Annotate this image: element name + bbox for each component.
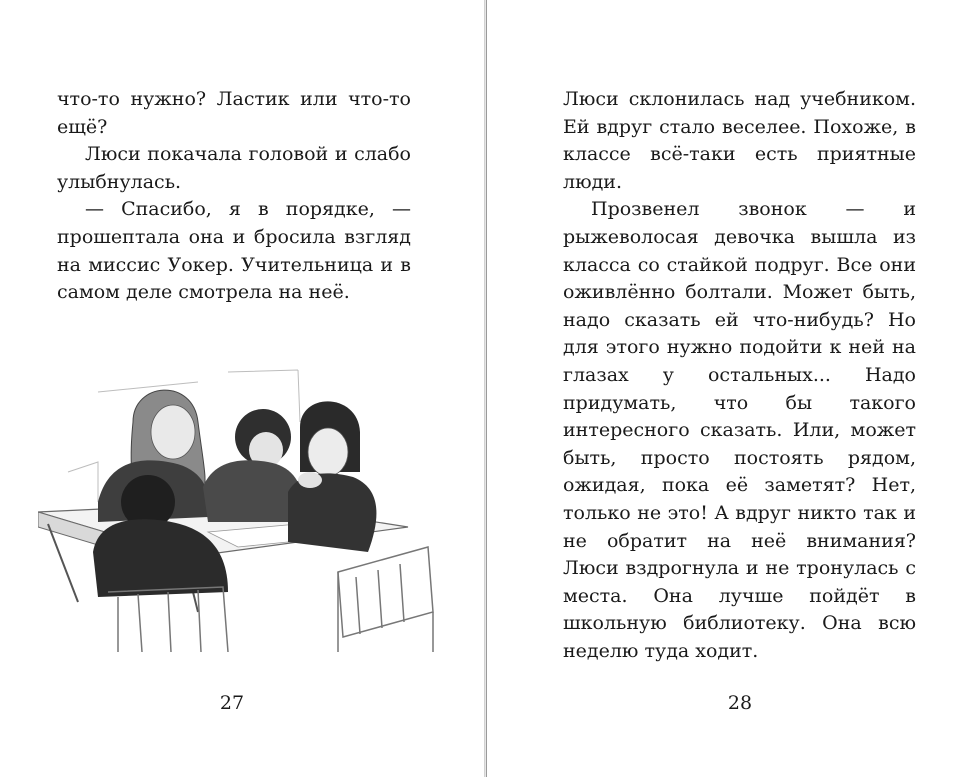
right-page-text — [563, 86, 916, 665]
page-number: 27 — [219, 692, 245, 714]
paragraph: что-то нужно? Ластик или что-то ещё? — [57, 88, 411, 138]
right-page — [486, 0, 969, 777]
paragraph: Люси покачала головой и слабо улыбнулась. — [57, 143, 411, 193]
paragraph: Люси склонилась над учебником. Ей вдруг стало веселее. Похоже, в классе всё-таки есть приятные люди. — [563, 88, 916, 193]
paragraph: Прозвенел звонок — и рыжеволосая девочка вышла из класса со стайкой подруг. Все они оживлённо болтали. Может быть, надо сказать ей что-нибудь? Но для этого нужно подойти к ней на глазах у остальных... Надо придумать, что бы такого интересного сказать. Или, может быть, просто постоять рядом, ожидая, пока её заметят? Нет, только не это! А вдруг никто так и не обратит на неё внимания? Люси вздрогнула и не тронулась с места. Она лучше пойдёт в школьную библиотеку. Она всю неделю туда ходит. — [563, 198, 916, 662]
paragraph: — Спасибо, я в порядке, — прошептала она и бросила взгляд на миссис Уокер. Учительница и в самом деле смотрела на неё. — [57, 198, 411, 304]
children-at-table-illustration — [38, 352, 444, 652]
left-page-text — [57, 86, 411, 307]
page-number: 28 — [727, 692, 753, 714]
